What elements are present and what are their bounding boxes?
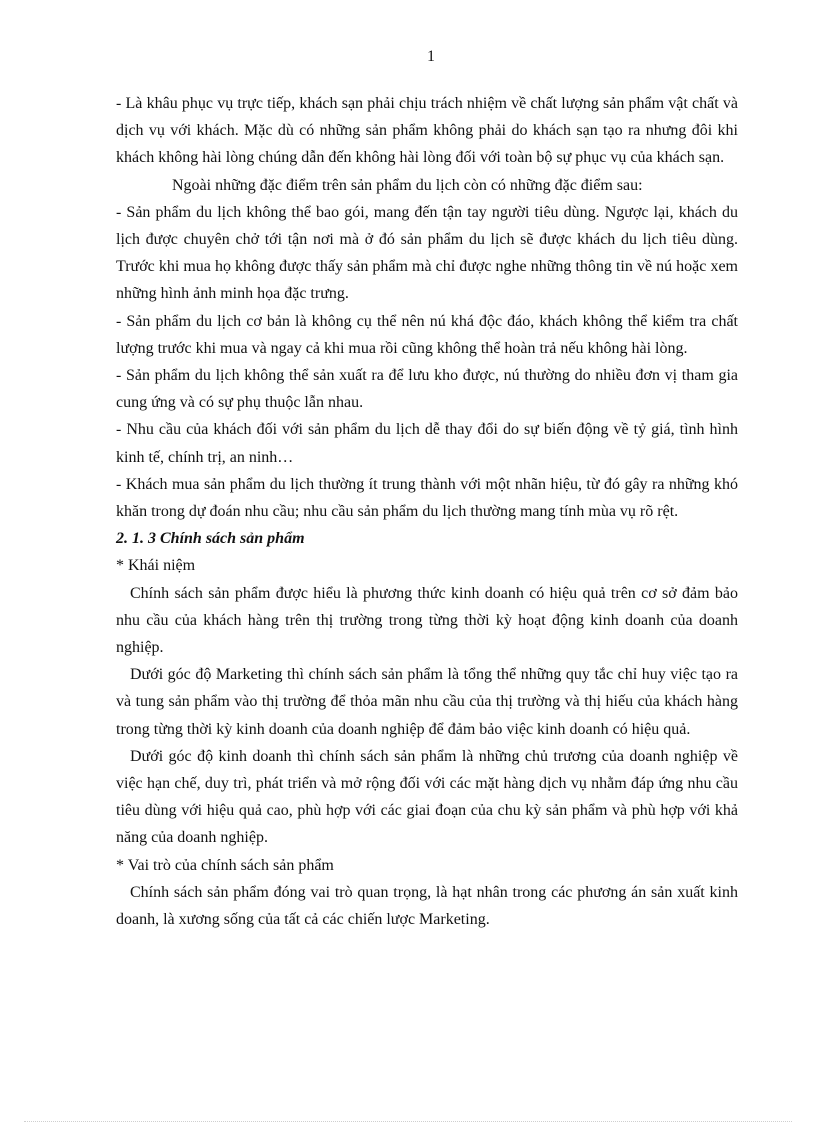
paragraph-low-loyalty: - Khách mua sản phẩm du lịch thường ít trung thành với một nhãn hiệu, từ đó gây ra những khó khăn trong dự đoán nhu cầu; nhu cầu sản phẩm du lịch thường mang tính mùa vụ rõ rệt. — [116, 475, 738, 521]
paragraph-cannot-package: - Sản phẩm du lịch không thể bao gói, mang đến tận tay người tiêu dùng. Ngược lại, khách du lịch được chuyên chở tới tận nơi mà ở đó sản phẩm du lịch sẽ được khách du lịch tiêu dùng. Trước khi mua họ không được thấy sản phẩm mà chỉ được nghe những thông tin về nú hoặc xem những hình ảnh minh họa đặc trưng. — [116, 203, 738, 303]
subheading-concept: * Khái niệm — [116, 557, 196, 575]
paragraph-demand-volatile: - Nhu cầu của khách đối với sản phẩm du lịch dễ thay đổi do sự biến động về tỷ giá, tình hình kinh tế, chính trị, an ninh… — [116, 421, 738, 466]
section-heading-product-policy: 2. 1. 3 Chính sách sản phẩm — [116, 530, 305, 548]
page-bottom-border — [24, 1121, 792, 1122]
paragraph-policy-definition: Chính sách sản phẩm được hiểu là phương thức kinh doanh có hiệu quả trên cơ sở đảm bảo nhu cầu của khách hàng trên thị trường trong từng thời kỳ hoạt động kinh doanh của doanh nghiệp. — [116, 584, 738, 657]
paragraph-cannot-store: - Sản phẩm du lịch không thể sản xuất ra để lưu kho được, nú thường do nhiều đơn vị tham gia cung ứng và có sự phụ thuộc lẫn nhau. — [116, 367, 738, 412]
paragraph-business-view: Dưới góc độ kinh doanh thì chính sách sản phẩm là những chủ trương của doanh nghiệp về việc hạn chế, duy trì, phát triển và mở rộng đối với các mặt hàng dịch vụ nhằm đáp ứng nhu cầu tiêu dùng với hiệu quả cao, phù hợp với các giai đoạn của chu kỳ sản phẩm và phù hợp với khả năng của doanh nghiệp. — [116, 747, 738, 847]
subheading-role: * Vai trò của chính sách sản phẩm — [116, 856, 334, 874]
paragraph-marketing-view: Dưới góc độ Marketing thì chính sách sản phẩm là tổng thể những quy tắc chỉ huy việc tạo ra và tung sản phẩm vào thị trường để thỏa mãn nhu cầu của thị trường và thị hiếu của khách hàng trong từng thời kỳ kinh doanh của doanh nghiệp để đảm bảo việc kinh doanh có hiệu quả. — [116, 666, 738, 738]
paragraph-hotel-service-responsibility: - Là khâu phục vụ trực tiếp, khách sạn phải chịu trách nhiệm về chất lượng sản phẩm vật chất và dịch vụ với khách. Mặc dù có những sản phẩm không phải do khách sạn tạo ra nhưng đôi khi khách không hài lòng chúng dẫn đến không hài lòng đối với toàn bộ sự phục vụ của khách sạn. — [116, 95, 738, 167]
paragraph-not-tangible: - Sản phẩm du lịch cơ bản là không cụ thể nên nú khá độc đáo, khách không thể kiểm tra chất lượng trước khi mua và ngay cả khi mua rồi cũng không thể hoàn trả nếu không hài lòng. — [116, 312, 738, 357]
document-body — [116, 90, 738, 933]
page-number: 1 — [427, 48, 435, 65]
paragraph-other-characteristics-intro: Ngoài những đặc điểm trên sản phẩm du lịch còn có những đặc điểm sau: — [172, 176, 643, 194]
paragraph-role-description: Chính sách sản phẩm đóng vai trò quan trọng, là hạt nhân trong các phương án sản xuất kinh doanh, là xương sống của tất cả các chiến lược Marketing. — [116, 883, 738, 929]
